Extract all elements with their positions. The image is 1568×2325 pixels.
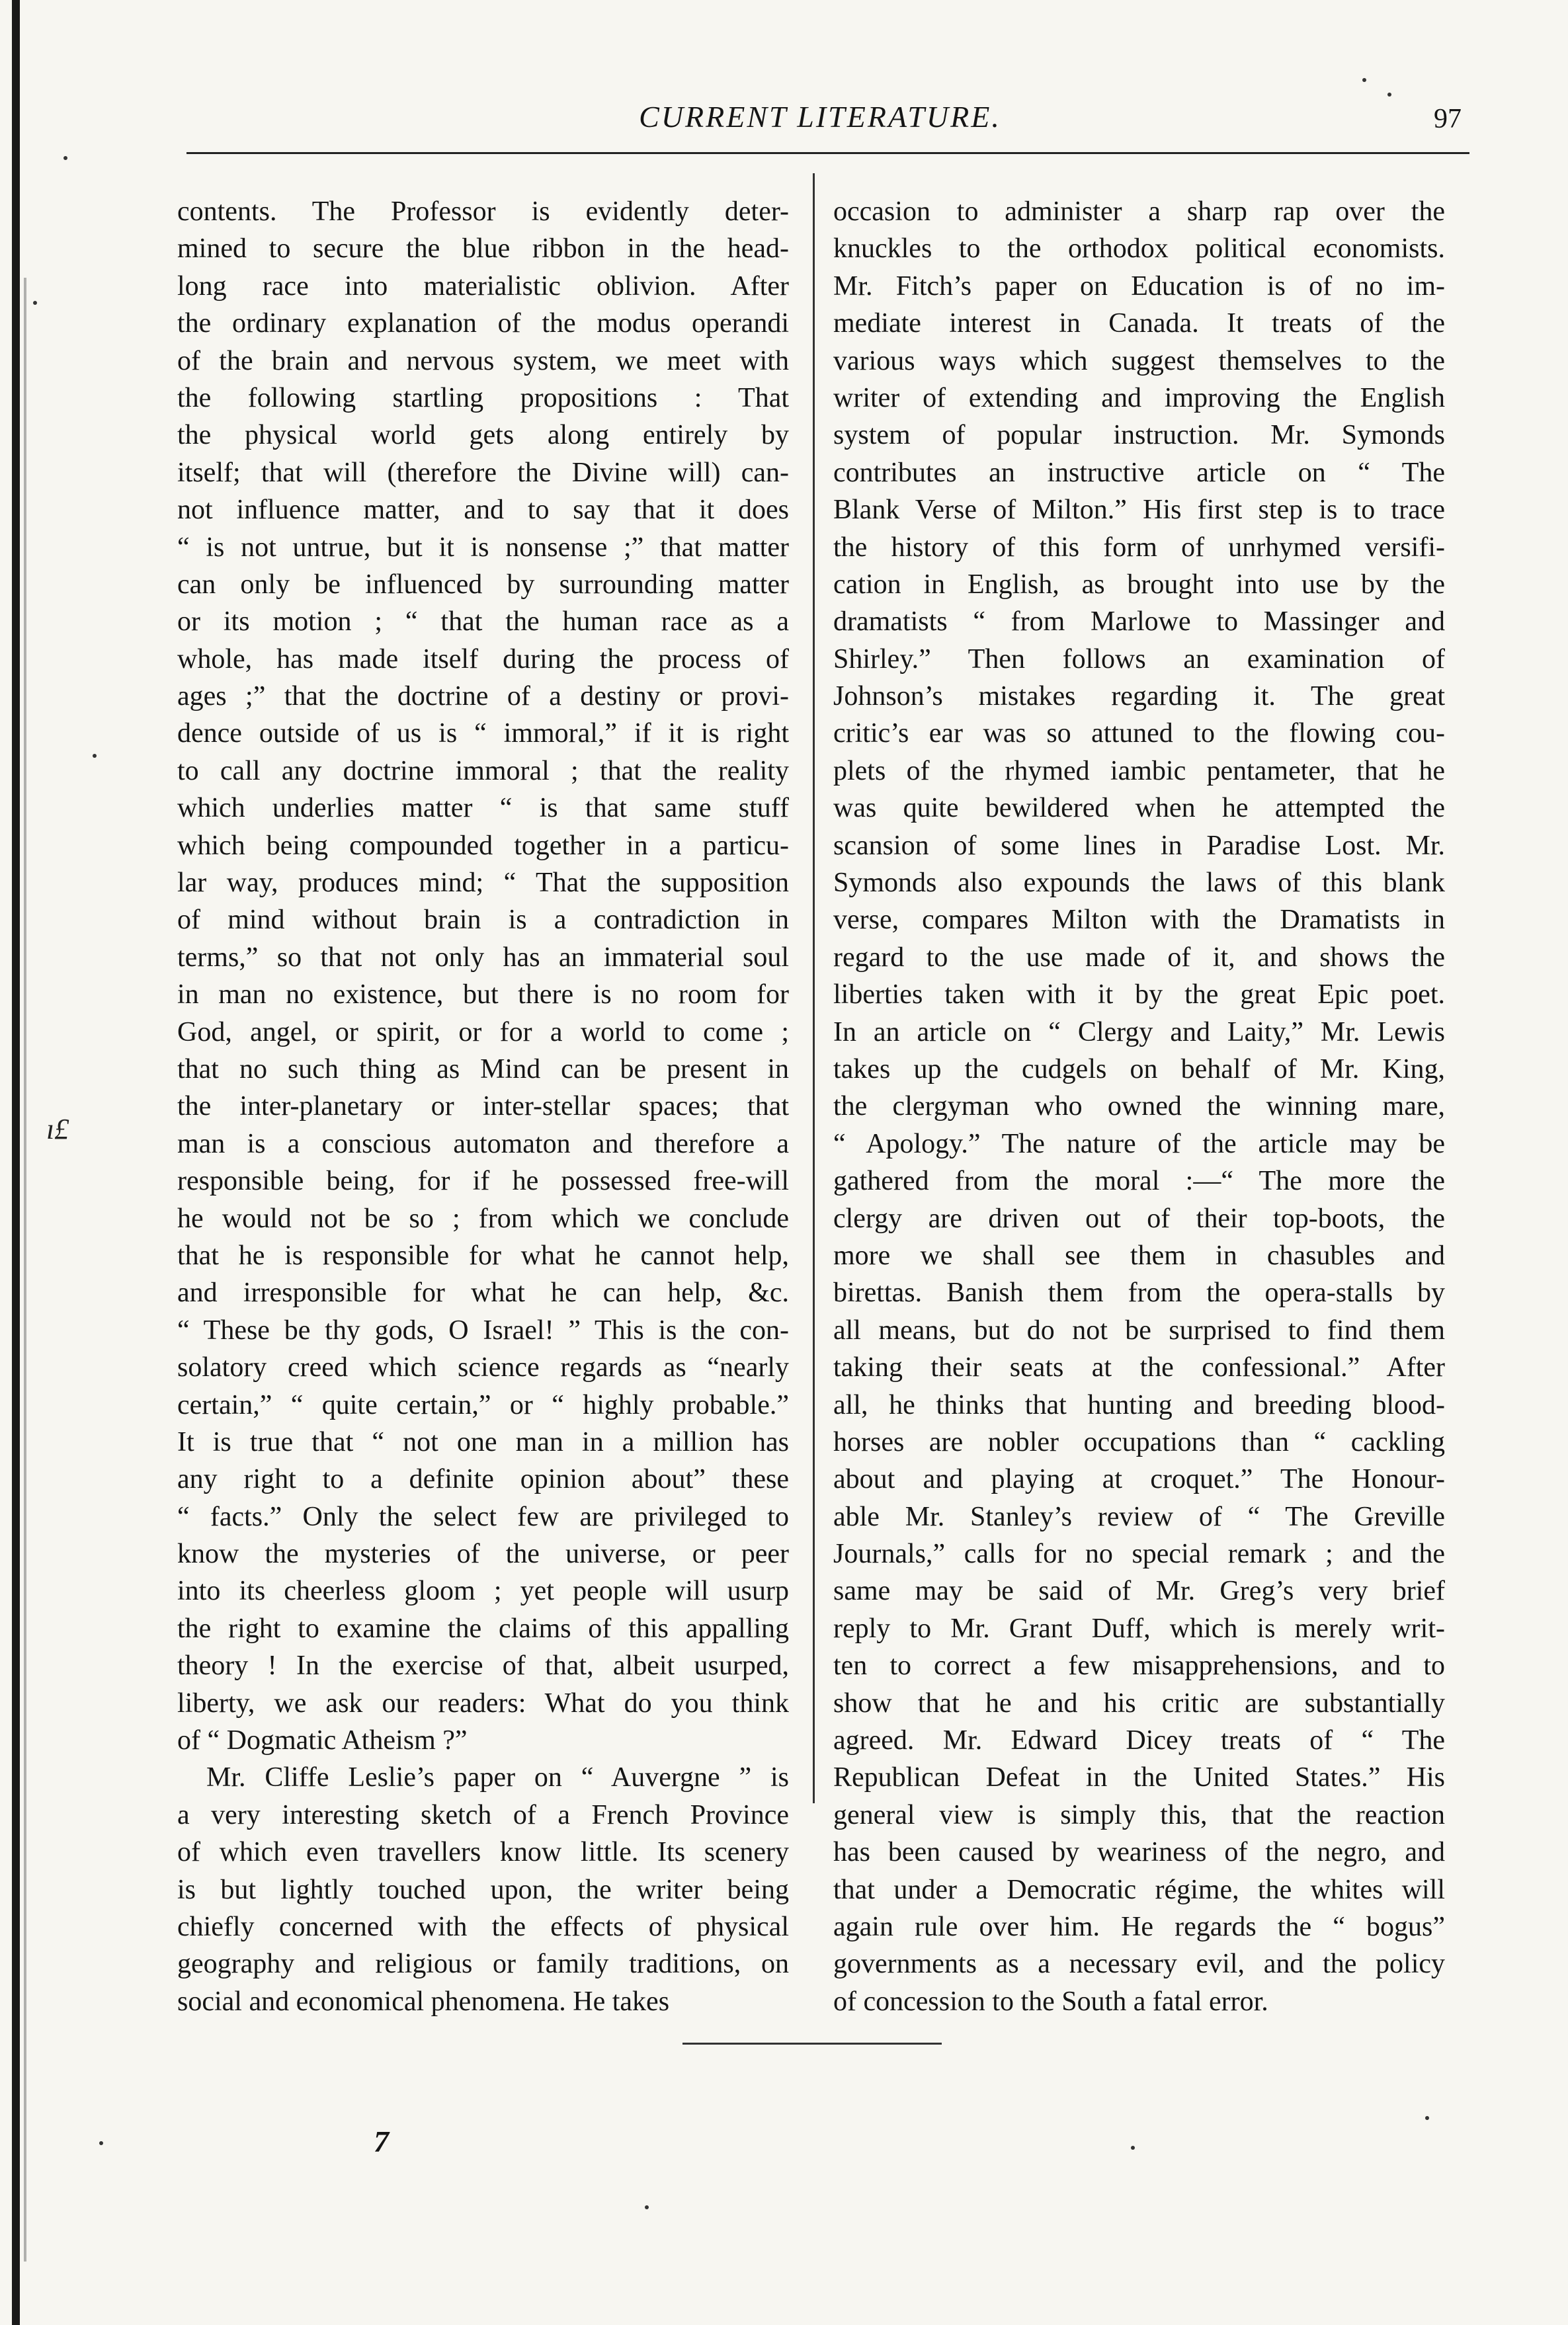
text-line: dramatists “ from Marlowe to Massinger and	[833, 606, 1445, 637]
text-line: ten to correct a few misapprehensions, and to	[833, 1651, 1445, 1682]
page-speck	[1387, 93, 1391, 97]
text-line: of mind without brain is a contradiction in	[177, 905, 789, 936]
text-line: terms,” so that not only has an immaterial soul	[177, 942, 789, 973]
text-line: has been caused by weariness of the negro, and	[833, 1837, 1445, 1868]
text-line: It is true that “ not one man in a million has	[177, 1426, 789, 1457]
running-head	[179, 99, 1462, 145]
text-line: itself; that will (therefore the Divine will) can-	[177, 457, 789, 488]
text-line: the physical world gets along entirely by	[177, 420, 789, 451]
text-line: long race into materialistic oblivion. After	[177, 270, 789, 302]
text-line: more we shall see them in chasubles and	[833, 1240, 1445, 1271]
page-binding-edge	[12, 0, 20, 2325]
text-line: dence outside of us is “ immoral,” if it is right	[177, 718, 789, 749]
left-text-column	[177, 193, 789, 2017]
header-rule	[186, 152, 1469, 154]
text-line: any right to a definite opinion about” these	[177, 1464, 789, 1495]
text-line: Republican Defeat in the United States.” His	[833, 1762, 1445, 1793]
text-line: mined to secure the blue ribbon in the head-	[177, 233, 789, 265]
text-line: or its motion ; “ that the human race as a	[177, 606, 789, 637]
page-number: 97	[1434, 104, 1462, 134]
text-line: scansion of some lines in Paradise Lost. Mr.	[833, 830, 1445, 861]
text-line: occasion to administer a sharp rap over the	[833, 196, 1445, 227]
text-line: of the brain and nervous system, we meet with	[177, 345, 789, 376]
text-line: governments as a necessary evil, and the policy	[833, 1949, 1445, 1980]
text-line: “ These be thy gods, O Israel! ” This is the con-	[177, 1315, 789, 1346]
text-line: knuckles to the orthodox political economists.	[833, 233, 1445, 265]
page-speck	[645, 2205, 649, 2209]
text-line: system of popular instruction. Mr. Symonds	[833, 420, 1445, 451]
text-line: is but lightly touched upon, the writer being	[177, 1874, 789, 1905]
text-line: social and economical phenomena. He takes	[177, 1986, 670, 2017]
text-line: “ is not untrue, but it is nonsense ;” that matter	[177, 532, 789, 563]
text-line: the right to examine the claims of this appalling	[177, 1613, 789, 1644]
text-line: cation in English, as brought into use by the	[833, 569, 1445, 600]
text-line: man is a conscious automaton and therefore a	[177, 1128, 789, 1159]
text-line: Shirley.” Then follows an examination of	[833, 643, 1445, 674]
text-line: Symonds also expounds the laws of this blank	[833, 868, 1445, 899]
text-line: liberties taken with it by the great Epic poet.	[833, 979, 1445, 1010]
text-line: certain,” “ quite certain,” or “ highly probable.”	[177, 1389, 789, 1420]
text-line: general view is simply this, that the reaction	[833, 1799, 1445, 1830]
text-line: that no such thing as Mind can be present in	[177, 1053, 789, 1084]
text-line: contributes an instructive article on “ The	[833, 457, 1445, 488]
text-line: verse, compares Milton with the Dramatists in	[833, 905, 1445, 936]
text-line: the following startling propositions : That	[177, 382, 789, 413]
text-line: gathered from the moral :—“ The more the	[833, 1166, 1445, 1197]
text-line: lar way, produces mind; “ That the supposition	[177, 868, 789, 899]
text-line: about and playing at croquet.” The Honour-	[833, 1464, 1445, 1495]
text-line: which being compounded together in a particu-	[177, 830, 789, 861]
page-speck	[33, 301, 37, 305]
text-line: same may be said of Mr. Greg’s very brief	[833, 1576, 1445, 1607]
text-line: and irresponsible for what he can help, &c.	[177, 1278, 789, 1309]
text-line: ages ;” that the doctrine of a destiny or provi-	[177, 681, 789, 712]
text-line: geography and religious or family traditions, on	[177, 1949, 789, 1980]
text-line: reply to Mr. Grant Duff, which is merely writ-	[833, 1613, 1445, 1644]
text-line: Journals,” calls for no special remark ; and the	[833, 1539, 1445, 1570]
text-line: horses are nobler occupations than “ cackling	[833, 1426, 1445, 1457]
text-line: plets of the rhymed iambic pentameter, that he	[833, 755, 1445, 786]
text-line: that under a Democratic régime, the whites will	[833, 1874, 1445, 1905]
text-line: liberty, we ask our readers: What do you think	[177, 1688, 789, 1719]
text-line: various ways which suggest themselves to the	[833, 345, 1445, 376]
signature-mark: 7	[374, 2125, 389, 2158]
text-line: theory ! In the exercise of that, albeit usurped,	[177, 1651, 789, 1682]
text-line: into its cheerless gloom ; yet people will usurp	[177, 1576, 789, 1607]
text-line: Mr. Cliffe Leslie’s paper on “ Auvergne ” is	[206, 1762, 789, 1793]
text-line: which underlies matter “ is that same stuff	[177, 793, 789, 824]
text-line: whole, has made itself during the process of	[177, 643, 789, 674]
text-line: agreed. Mr. Edward Dicey treats of “ The	[833, 1725, 1445, 1756]
text-line: critic’s ear was so attuned to the flowing cou-	[833, 718, 1445, 749]
text-line: all means, but do not be surprised to find them	[833, 1315, 1445, 1346]
text-line: he would not be so ; from which we conclude	[177, 1203, 789, 1234]
page-speck	[93, 754, 97, 758]
page-binding-shadow	[24, 278, 26, 2262]
running-title: CURRENT LITERATURE.	[639, 100, 1001, 134]
text-line: know the mysteries of the universe, or peer	[177, 1539, 789, 1570]
text-line: Blank Verse of Milton.” His first step is to trace	[833, 495, 1445, 526]
text-line: Johnson’s mistakes regarding it. The great	[833, 681, 1445, 712]
footer-rule	[682, 2043, 942, 2045]
text-line: In an article on “ Clergy and Laity,” Mr. Lewis	[833, 1016, 1445, 1047]
text-line: the inter-planetary or inter-stellar spaces; that	[177, 1091, 789, 1122]
text-line: of which even travellers know little. Its scenery	[177, 1837, 789, 1868]
text-line: that he is responsible for what he cannot help,	[177, 1240, 789, 1271]
text-line: again rule over him. He regards the “ bogus”	[833, 1911, 1445, 1942]
text-line: show that he and his critic are substantially	[833, 1688, 1445, 1719]
text-line: Mr. Fitch’s paper on Education is of no im-	[833, 270, 1445, 302]
page-speck	[1362, 78, 1366, 82]
text-line: the history of this form of unrhymed versifi-	[833, 532, 1445, 563]
text-line: of concession to the South a fatal error.	[833, 1986, 1268, 2017]
text-line: the clergyman who owned the winning mare,	[833, 1091, 1445, 1122]
text-line: “ Apology.” The nature of the article may be	[833, 1128, 1445, 1159]
text-line: in man no existence, but there is no room for	[177, 979, 789, 1010]
text-line: writer of extending and improving the English	[833, 382, 1445, 413]
text-line: contents. The Professor is evidently deter-	[177, 196, 789, 227]
column-divider	[813, 173, 815, 1803]
text-line: chiefly concerned with the effects of physical	[177, 1911, 789, 1942]
text-line: of “ Dogmatic Atheism ?”	[177, 1725, 468, 1756]
text-line: birettas. Banish them from the opera-stalls by	[833, 1278, 1445, 1309]
text-line: taking their seats at the confessional.” After	[833, 1352, 1445, 1383]
text-line: takes up the cudgels on behalf of Mr. King,	[833, 1053, 1445, 1084]
text-line: “ facts.” Only the select few are privileged to	[177, 1501, 789, 1532]
text-line: solatory creed which science regards as “nearly	[177, 1352, 789, 1383]
page-speck	[1131, 2146, 1135, 2150]
text-line: to call any doctrine immoral ; that the reality	[177, 755, 789, 786]
page-speck	[63, 156, 67, 160]
text-line: mediate interest in Canada. It treats of the	[833, 308, 1445, 339]
text-line: not influence matter, and to say that it does	[177, 495, 789, 526]
text-line: clergy are driven out of their top-boots, the	[833, 1203, 1445, 1234]
text-line: regard to the use made of it, and shows the	[833, 942, 1445, 973]
text-line: able Mr. Stanley’s review of “ The Greville	[833, 1501, 1445, 1532]
text-line: the ordinary explanation of the modus operandi	[177, 308, 789, 339]
page-speck	[99, 2141, 103, 2145]
right-text-column	[833, 193, 1445, 2017]
text-line: responsible being, for if he possessed free-will	[177, 1166, 789, 1197]
text-line: was quite bewildered when he attempted the	[833, 793, 1445, 824]
text-line: a very interesting sketch of a French Province	[177, 1799, 789, 1830]
margin-mark: ı£	[46, 1113, 69, 1145]
text-line: all, he thinks that hunting and breeding blood-	[833, 1389, 1445, 1420]
text-line: can only be influenced by surrounding matter	[177, 569, 789, 600]
text-line: God, angel, or spirit, or for a world to come ;	[177, 1016, 789, 1047]
page-speck	[1425, 2116, 1429, 2120]
